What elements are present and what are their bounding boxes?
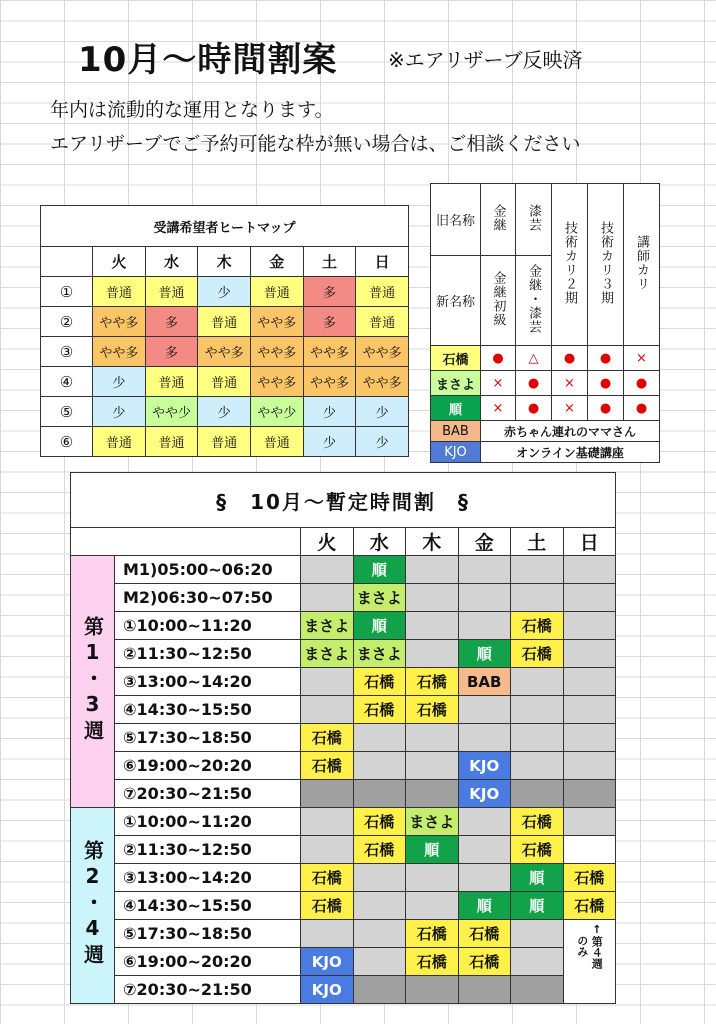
bab-description: 赤ちゃん連れのママさん [481, 421, 660, 442]
schedule-cell: まさよ [353, 640, 406, 668]
heatmap-cell: 少 [198, 277, 251, 307]
time-slot: ①10:00~11:20 [115, 808, 301, 836]
availability-mark: × [552, 371, 588, 396]
availability-mark: ● [624, 371, 660, 396]
heatmap-cell: やや多 [93, 307, 146, 337]
schedule-cell [301, 668, 354, 696]
schedule-cell: KJO [458, 780, 511, 808]
availability-mark: × [552, 396, 588, 421]
schedule-cell [511, 976, 564, 1004]
time-slot: ④14:30~15:50 [115, 892, 301, 920]
schedule-cell [563, 668, 616, 696]
schedule-cell: 順 [406, 836, 459, 864]
heatmap-cell: やや多 [250, 337, 303, 367]
schedule-cell [406, 584, 459, 612]
schedule-cell: 石橋 [406, 920, 459, 948]
schedule-cell [406, 976, 459, 1004]
timetable-row [71, 920, 616, 948]
schedule-cell [511, 584, 564, 612]
heatmap-row [41, 277, 409, 307]
heatmap-cell: やや多 [356, 337, 409, 367]
schedule-cell: 石橋 [301, 892, 354, 920]
schedule-cell [458, 612, 511, 640]
timetable-title: § 10月～暫定時間割 § [71, 473, 616, 528]
timetable-day: 木 [406, 528, 459, 556]
availability-mark: ● [588, 346, 624, 371]
schedule-cell [563, 724, 616, 752]
schedule-cell [563, 780, 616, 808]
old-name: 技術カリ２期 [562, 220, 577, 305]
timetable-row [71, 948, 616, 976]
new-name: 金継・漆芸 [526, 263, 541, 334]
old-name-cell [624, 184, 660, 346]
schedule-cell [301, 780, 354, 808]
page-title: 10月～時間割案 [78, 40, 338, 80]
heatmap-corner [41, 247, 93, 277]
schedule-cell [353, 752, 406, 780]
heatmap-cell: やや多 [93, 337, 146, 367]
schedule-cell: 順 [353, 612, 406, 640]
availability-mark: × [481, 371, 516, 396]
schedule-cell: 順 [458, 640, 511, 668]
heatmap-cell: 普通 [356, 307, 409, 337]
bab-code: BAB [431, 421, 481, 442]
time-slot: ⑤17:30~18:50 [115, 724, 301, 752]
schedule-cell: まさよ [353, 584, 406, 612]
schedule-cell [458, 584, 511, 612]
schedule-cell [458, 864, 511, 892]
heatmap-cell: 少 [356, 397, 409, 427]
timetable-row [71, 892, 616, 920]
heatmap-cell: 普通 [145, 367, 198, 397]
timetable-day: 日 [563, 528, 616, 556]
schedule-cell: 石橋 [301, 752, 354, 780]
time-slot: ③13:00~14:20 [115, 864, 301, 892]
time-slot: M1)05:00~06:20 [115, 556, 301, 584]
schedule-cell: 石橋 [563, 864, 616, 892]
time-slot: ⑥19:00~20:20 [115, 948, 301, 976]
schedule-cell: 石橋 [511, 808, 564, 836]
instructor-row [431, 371, 660, 396]
schedule-cell [406, 556, 459, 584]
heatmap-cell: 多 [145, 307, 198, 337]
schedule-cell [353, 892, 406, 920]
heatmap-row [41, 337, 409, 367]
heatmap-row [41, 367, 409, 397]
schedule-cell [563, 752, 616, 780]
schedule-cell [301, 696, 354, 724]
heatmap-cell: 少 [198, 397, 251, 427]
old-name-label: 旧名称 [431, 184, 481, 256]
schedule-cell [301, 584, 354, 612]
availability-mark: ● [516, 396, 552, 421]
schedule-cell [301, 808, 354, 836]
schedule-cell [511, 948, 564, 976]
schedule-cell [353, 920, 406, 948]
schedule-cell: 石橋 [406, 948, 459, 976]
sunday-note-line: のみ [575, 935, 589, 957]
week-group-label [71, 556, 115, 808]
schedule-cell [511, 556, 564, 584]
instructor-row [431, 346, 660, 371]
schedule-cell [406, 724, 459, 752]
heatmap-cell: やや多 [250, 367, 303, 397]
instructor-name: 順 [431, 396, 481, 421]
note-line-1: 年内は流動的な運用となります。 [50, 99, 334, 121]
schedule-cell [511, 668, 564, 696]
kjo-code: KJO [431, 442, 481, 463]
new-name-label: 新名称 [431, 256, 481, 346]
schedule-cell [458, 724, 511, 752]
schedule-cell: 石橋 [563, 892, 616, 920]
timetable-day-row [71, 528, 616, 556]
time-slot: ⑦20:30~21:50 [115, 780, 301, 808]
old-name-cell [481, 184, 516, 256]
time-slot: ⑥19:00~20:20 [115, 752, 301, 780]
heatmap-cell: やや少 [250, 397, 303, 427]
schedule-cell: まさよ [406, 808, 459, 836]
week-group-label [71, 808, 115, 1004]
schedule-cell [458, 696, 511, 724]
week-label-text: 第1・3週 [80, 615, 105, 744]
heatmap-cell: やや少 [145, 397, 198, 427]
schedule-cell [563, 836, 616, 864]
heatmap-row-number: ② [41, 307, 93, 337]
timetable-row [71, 556, 616, 584]
new-name: 金継初級 [490, 270, 506, 327]
schedule-cell [353, 780, 406, 808]
schedule-cell [406, 640, 459, 668]
heatmap-day: 水 [145, 247, 198, 277]
timetable-day: 土 [511, 528, 564, 556]
schedule-cell [563, 640, 616, 668]
schedule-cell: 石橋 [511, 836, 564, 864]
instructor-name: まさよ [431, 371, 481, 396]
heatmap-row [41, 427, 409, 457]
heatmap-cell: 少 [356, 427, 409, 457]
schedule-cell [458, 808, 511, 836]
heatmap-cell: 普通 [356, 277, 409, 307]
heatmap-cell: 少 [303, 427, 356, 457]
schedule-cell: 石橋 [301, 724, 354, 752]
new-name-cell [516, 256, 552, 346]
timetable-day: 金 [458, 528, 511, 556]
heatmap-day-row [41, 247, 409, 277]
new-name-cell [481, 256, 516, 346]
heatmap-cell: 多 [303, 307, 356, 337]
heatmap-cell: 多 [145, 337, 198, 367]
time-slot: ⑦20:30~21:50 [115, 976, 301, 1004]
timetable-corner [71, 528, 301, 556]
time-slot: ②11:30~12:50 [115, 836, 301, 864]
schedule-cell: KJO [301, 976, 354, 1004]
heatmap-cell: 多 [303, 277, 356, 307]
schedule-cell [301, 920, 354, 948]
schedule-cell: 順 [511, 892, 564, 920]
heatmap-cell: 普通 [145, 427, 198, 457]
schedule-cell [406, 864, 459, 892]
schedule-cell [511, 752, 564, 780]
heatmap-cell: 少 [303, 397, 356, 427]
schedule-cell [406, 752, 459, 780]
heatmap-cell: 普通 [93, 427, 146, 457]
schedule-cell [511, 780, 564, 808]
heatmap-cell: 普通 [198, 367, 251, 397]
time-slot: ③13:00~14:20 [115, 668, 301, 696]
schedule-cell: BAB [458, 668, 511, 696]
heatmap-cell: 少 [93, 367, 146, 397]
timetable-row [71, 696, 616, 724]
heatmap-cell: やや多 [303, 367, 356, 397]
old-name-cell [588, 184, 624, 346]
schedule-cell [406, 892, 459, 920]
schedule-cell: 石橋 [406, 668, 459, 696]
heatmap-cell: 普通 [145, 277, 198, 307]
timetable-row [71, 780, 616, 808]
schedule-cell [353, 864, 406, 892]
sunday-note [563, 920, 616, 1004]
schedule-cell [563, 808, 616, 836]
timetable-row [71, 752, 616, 780]
availability-mark: ● [588, 396, 624, 421]
heatmap-cell: 普通 [250, 427, 303, 457]
schedule-cell: 石橋 [458, 920, 511, 948]
availability-mark: ● [481, 346, 516, 371]
timetable-row [71, 668, 616, 696]
availability-mark: ● [624, 396, 660, 421]
schedule-cell: 石橋 [406, 696, 459, 724]
sunday-note-text [564, 920, 616, 969]
schedule-cell [458, 836, 511, 864]
schedule-cell [563, 556, 616, 584]
heatmap-day: 火 [93, 247, 146, 277]
schedule-cell [458, 556, 511, 584]
schedule-cell [563, 612, 616, 640]
schedule-cell: 石橋 [511, 612, 564, 640]
schedule-cell: まさよ [301, 612, 354, 640]
course-table [430, 183, 660, 463]
heatmap-table [40, 205, 409, 457]
old-name: 金継 [490, 203, 506, 232]
schedule-cell [458, 976, 511, 1004]
sunday-note-line: ↑第４週 [590, 923, 604, 969]
schedule-cell: 順 [353, 556, 406, 584]
schedule-cell [353, 976, 406, 1004]
schedule-cell: KJO [458, 752, 511, 780]
heatmap-row-number: ④ [41, 367, 93, 397]
schedule-cell: 石橋 [458, 948, 511, 976]
heatmap-row-number: ⑤ [41, 397, 93, 427]
schedule-cell: 石橋 [511, 640, 564, 668]
schedule-cell [353, 724, 406, 752]
heatmap-cell: 普通 [250, 277, 303, 307]
page-subtitle: ※エアリザーブ反映済 [388, 48, 583, 72]
old-name: 講師カリ [634, 234, 649, 291]
schedule-cell [511, 724, 564, 752]
heatmap-row [41, 307, 409, 337]
heatmap-row [41, 397, 409, 427]
schedule-cell: KJO [301, 948, 354, 976]
schedule-cell [301, 556, 354, 584]
heatmap-row-number: ③ [41, 337, 93, 367]
instructor-name: 石橋 [431, 346, 481, 371]
old-name: 漆芸 [526, 203, 541, 232]
kjo-description: オンライン基礎講座 [481, 442, 660, 463]
heatmap-row-number: ⑥ [41, 427, 93, 457]
heatmap-cell: やや多 [303, 337, 356, 367]
availability-mark: × [481, 396, 516, 421]
schedule-cell: 石橋 [353, 808, 406, 836]
timetable-row [71, 976, 616, 1004]
time-slot: M2)06:30~07:50 [115, 584, 301, 612]
timetable-day: 水 [353, 528, 406, 556]
heatmap-day: 金 [250, 247, 303, 277]
schedule-cell [353, 948, 406, 976]
schedule-cell [511, 696, 564, 724]
heatmap-cell: やや多 [198, 337, 251, 367]
heatmap-cell: 普通 [93, 277, 146, 307]
note-line-2: エアリザーブでご予約可能な枠が無い場合は、ご相談ください [50, 133, 581, 155]
time-slot: ⑤17:30~18:50 [115, 920, 301, 948]
schedule-cell [406, 780, 459, 808]
schedule-cell [511, 920, 564, 948]
availability-mark: ● [552, 346, 588, 371]
heatmap-cell: 少 [93, 397, 146, 427]
schedule-cell: 順 [511, 864, 564, 892]
time-slot: ①10:00~11:20 [115, 612, 301, 640]
schedule-cell: 順 [458, 892, 511, 920]
schedule-cell: 石橋 [301, 864, 354, 892]
heatmap-day: 日 [356, 247, 409, 277]
schedule-cell [301, 836, 354, 864]
timetable-day: 火 [301, 528, 354, 556]
timetable-row [71, 612, 616, 640]
timetable [70, 472, 616, 1004]
instructor-row [431, 396, 660, 421]
old-name-cell [516, 184, 552, 256]
schedule-cell: まさよ [301, 640, 354, 668]
time-slot: ④14:30~15:50 [115, 696, 301, 724]
timetable-row [71, 836, 616, 864]
heatmap-row-number: ① [41, 277, 93, 307]
schedule-cell: 石橋 [353, 668, 406, 696]
old-name-cell [552, 184, 588, 346]
heatmap-day: 木 [198, 247, 251, 277]
schedule-cell [563, 584, 616, 612]
week-label-text: 第2・4週 [80, 839, 105, 968]
heatmap-title: 受講希望者ヒートマップ [41, 206, 409, 247]
heatmap-cell: やや多 [250, 307, 303, 337]
timetable-row [71, 808, 616, 836]
availability-mark: ● [516, 371, 552, 396]
timetable-row [71, 640, 616, 668]
old-name: 技術カリ３期 [598, 220, 613, 305]
schedule-cell: 石橋 [353, 696, 406, 724]
timetable-row [71, 864, 616, 892]
time-slot: ②11:30~12:50 [115, 640, 301, 668]
heatmap-day: 土 [303, 247, 356, 277]
timetable-row [71, 724, 616, 752]
availability-mark: × [624, 346, 660, 371]
availability-mark: ● [588, 371, 624, 396]
heatmap-cell: 普通 [198, 307, 251, 337]
timetable-row [71, 584, 616, 612]
schedule-cell [563, 696, 616, 724]
schedule-cell [406, 612, 459, 640]
heatmap-cell: やや多 [356, 367, 409, 397]
schedule-cell: 石橋 [353, 836, 406, 864]
heatmap-cell: 普通 [198, 427, 251, 457]
availability-mark: △ [516, 346, 552, 371]
